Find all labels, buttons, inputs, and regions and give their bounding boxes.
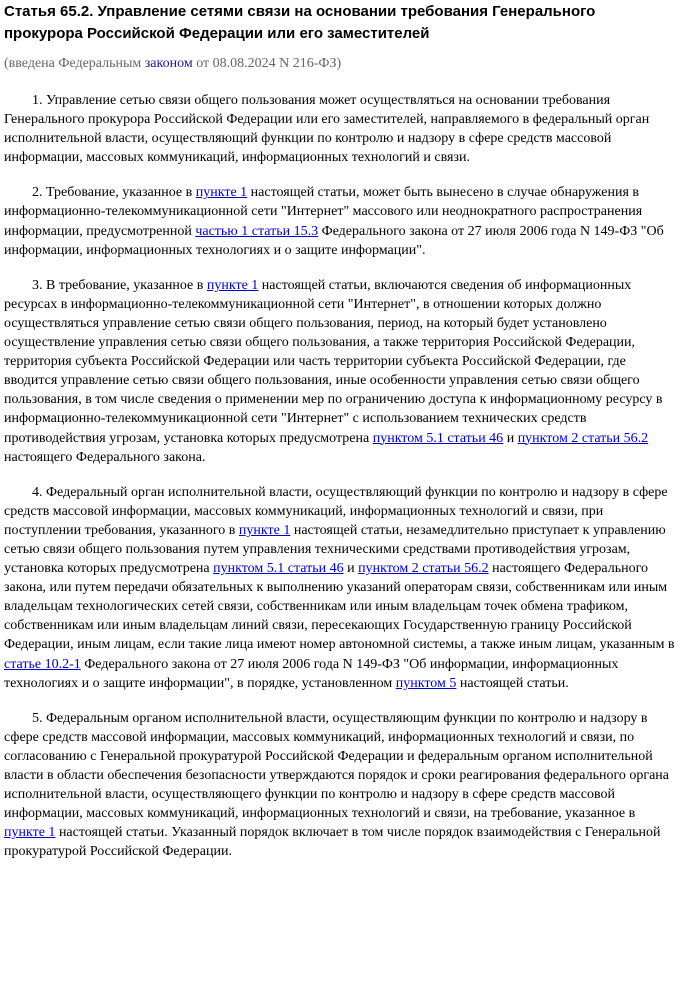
paragraph-5-text-2: настоящей статьи. Указанный порядок включает в том числе порядок взаимодействия с Генеральной прокуратурой Российской Федерации. <box>4 825 661 860</box>
paragraph-5 <box>4 709 675 862</box>
link-punkt-1[interactable]: пункте 1 <box>195 185 248 201</box>
paragraph-2 <box>4 183 675 259</box>
paragraph-4 <box>4 483 675 693</box>
article-title: Статья 65.2. Управление сетями связи на основании требования Генерального прокурора Российской Федерации или его заместителей <box>4 3 596 42</box>
paragraph-3-text-4: настоящего Федерального закона. <box>4 449 206 465</box>
paragraph-4-text-2: настоящей статьи, незамедлительно приступает к управлению сетью связи общего пользования путем управления техническими средствами противодействия угрозам, установка которых предусмотрена <box>4 522 666 577</box>
paragraph-3-text-2: настоящей статьи, включаются сведения об информационных ресурсах в информационно-телекоммуникационной сети "Интернет", в отношении которых должно осуществляться управление сетью связи общего пользования, период, на который будет установлено осуществление управления сетью связи общего пользования, а также территория Российской Федерации, территория субъекта Российской Федерации или часть территории субъекта Российской Федерации, где вводится управление сетью связи общего пользования, иные особенности управления сетью связи общего пользования, в том числе сведения о применении мер по ограничению доступа к информационному ресурсу в информационно-телекоммуникационной сети "Интернет" с использованием технических средств противодействия угрозам, установка которых предусмотрена <box>4 277 663 446</box>
paragraph-3-text-3: и <box>503 430 518 446</box>
link-punkt-5[interactable]: пунктом 5 <box>395 675 457 691</box>
paragraph-2-text-1: 2. Требование, указанное в <box>32 185 196 201</box>
intro-text-before: (введена Федеральным <box>4 56 145 71</box>
link-chast-1-statya-15-3[interactable]: частью 1 статьи 15.3 <box>195 223 319 239</box>
paragraph-4-text-6: настоящей статьи. <box>456 675 569 691</box>
link-statya-10-2-1[interactable]: статье 10.2-1 <box>4 656 81 672</box>
paragraph-3-text-1: 3. В требование, указанное в <box>32 277 207 293</box>
article-intro-note <box>4 54 675 73</box>
paragraph-4-text-1: 4. Федеральный орган исполнительной власти, осуществляющий функции по контролю и надзору в сфере средств массовой информации, массовых коммуникаций, информационных технологий и связи, при поступлении требования, указанного в <box>4 484 668 538</box>
link-punkt-2-statya-56-2[interactable]: пунктом 2 статьи 56.2 <box>358 561 489 577</box>
link-punkt-5-1-statya-46[interactable]: пунктом 5.1 статьи 46 <box>213 561 344 577</box>
link-punkt-5-1-statya-46[interactable]: пунктом 5.1 статьи 46 <box>372 430 504 446</box>
paragraph-4-text-3: и <box>343 561 359 577</box>
link-punkt-1[interactable]: пункте 1 <box>206 277 259 293</box>
link-punkt-1[interactable]: пункте 1 <box>238 522 291 538</box>
link-punkt-1[interactable]: пункте 1 <box>4 825 56 841</box>
paragraph-2-text-2: настоящей статьи, может быть вынесено в случае обнаружения в информационно-телекоммуникационной сети "Интернет" массового или неоднократного распространения информации, предусмотренной <box>4 185 643 239</box>
intro-law-link[interactable]: законом <box>144 56 193 71</box>
paragraph-2-text-3: Федерального закона от 27 июля 2006 года N 149-ФЗ "Об информации, информационных технологиях и о защите информации". <box>4 223 664 258</box>
paragraph-4-text-5: Федерального закона от 27 июля 2006 года N 149-ФЗ "Об информации, информационных технологиях и о защите информации", в порядке, установленном <box>4 656 619 691</box>
paragraph-1 <box>4 91 675 167</box>
paragraph-4-text-4: настоящего Федерального закона, или путем передачи обязательных к выполнению указаний операторам связи, собственникам или иным владельцам технологических сетей связи, собственникам или иным владельцам точек обмена трафиком, собственникам или иным владельцам линий связи, пересекающих Государственную границу Российской Федерации, иным лицам, если такие лица имеют номер автономной системы, а также иным лицам, указанным в <box>4 561 675 653</box>
paragraph-1-text: 1. Управление сетью связи общего пользования может осуществляться на основании требования Генерального прокурора Российской Федерации или его заместителей, направляемого в федеральный орган исполнительной власти, осуществляющий функции по контролю и надзору в сфере средств массовой информации, массовых коммуникаций, информационных технологий и связи. <box>4 93 650 166</box>
link-punkt-2-statya-56-2[interactable]: пунктом 2 статьи 56.2 <box>517 430 649 446</box>
paragraph-3 <box>4 276 675 467</box>
paragraph-5-text-1: 5. Федеральным органом исполнительной власти, осуществляющим функции по контролю и надзору в сфере средств массовой информации, массовых коммуникаций, информационных технологий и связи, по согласованию с Генеральной прокуратурой Российской Федерации и федеральным органом исполнительной власти в области обеспечения безопасности утверждаются порядок и сроки реагирования федерального органа исполнительной власти, осуществляющего функции по контролю и надзору в сфере средств массовой информации, массовых коммуникаций, информационных технологий и связи, на требование, указанное в <box>4 710 669 822</box>
intro-text-after: от 08.08.2024 N 216-ФЗ) <box>192 56 342 71</box>
